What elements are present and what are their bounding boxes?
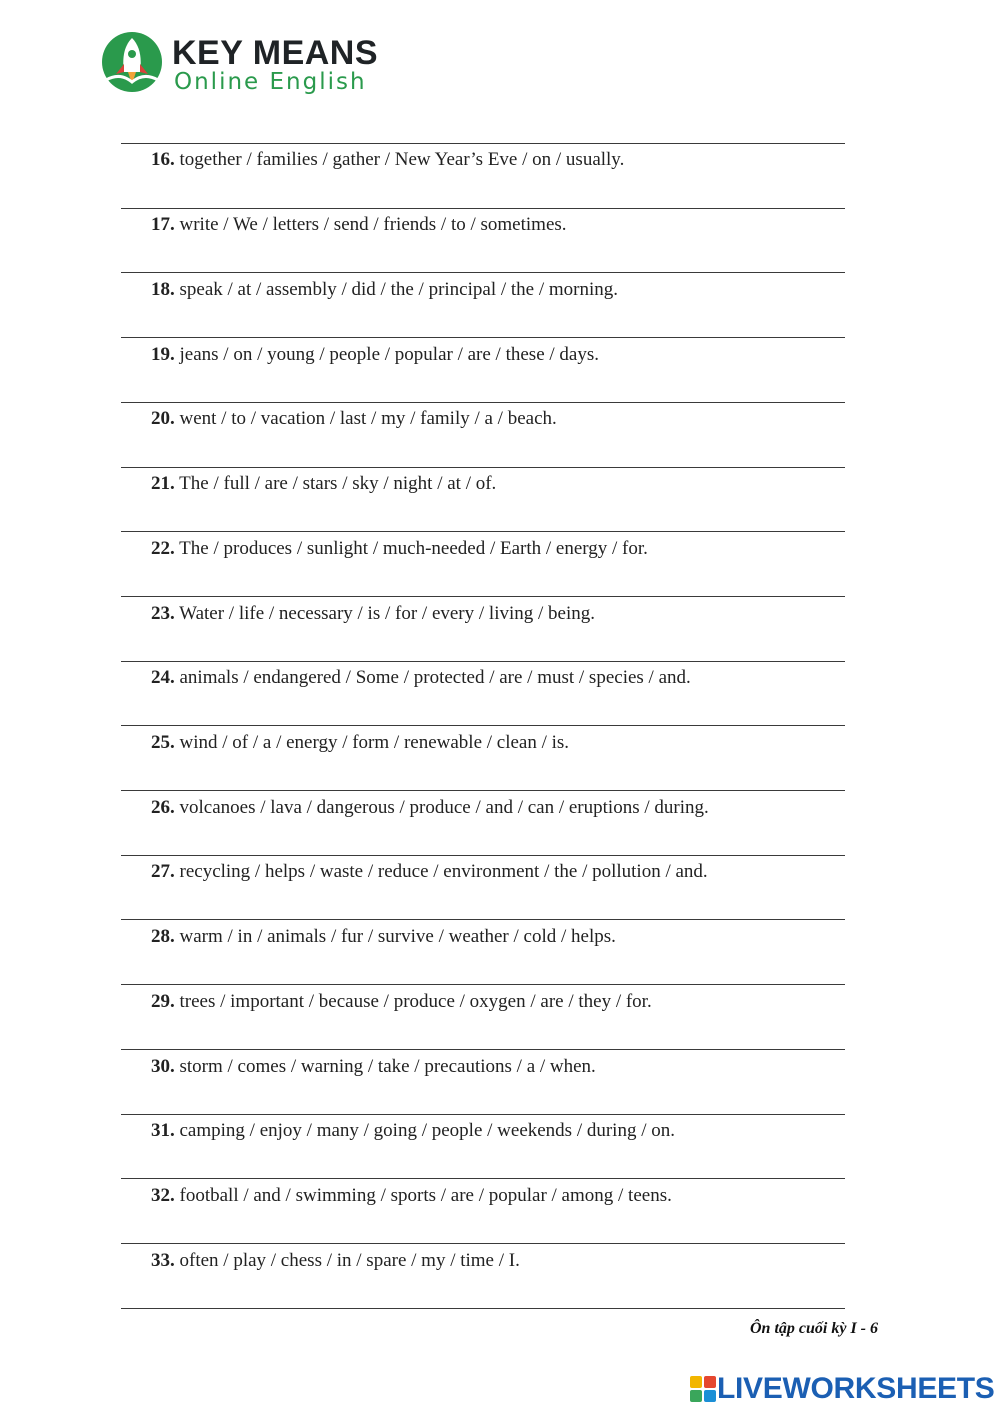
question-number: 27. <box>151 861 175 882</box>
answer-line[interactable] <box>121 1243 845 1244</box>
answer-line[interactable] <box>121 661 845 662</box>
question-item <box>151 1120 675 1142</box>
question-text: camping / enjoy / many / going / people / weekends / during / on. <box>179 1120 675 1141</box>
question-item <box>151 473 496 495</box>
question-text: football / and / swimming / sports / are / popular / among / teens. <box>179 1185 672 1206</box>
question-text: storm / comes / warning / take / precautions / a / when. <box>179 1056 596 1077</box>
answer-line[interactable] <box>121 1049 845 1050</box>
liveworksheets-icon <box>690 1376 716 1402</box>
answer-line[interactable] <box>121 1178 845 1179</box>
question-item <box>151 667 691 689</box>
question-item <box>151 408 557 430</box>
answer-line[interactable] <box>121 531 845 532</box>
answer-line[interactable] <box>121 272 845 273</box>
brand-subtitle: Online English <box>174 69 367 95</box>
question-number: 20. <box>151 408 175 429</box>
answer-line[interactable] <box>121 1308 845 1309</box>
question-item <box>151 538 648 560</box>
rocket-icon <box>100 32 164 92</box>
answer-line[interactable] <box>121 855 845 856</box>
question-item <box>151 861 708 883</box>
question-text: The / full / are / stars / sky / night / at / of. <box>179 473 497 494</box>
question-text: Water / life / necessary / is / for / every / living / being. <box>179 603 595 624</box>
answer-line[interactable] <box>121 467 845 468</box>
answer-line[interactable] <box>121 208 845 209</box>
question-text: write / We / letters / send / friends / to / sometimes. <box>179 214 567 235</box>
question-number: 28. <box>151 926 175 947</box>
question-number: 30. <box>151 1056 175 1077</box>
question-item <box>151 1185 672 1207</box>
question-text: speak / at / assembly / did / the / principal / the / morning. <box>179 279 619 300</box>
watermark-text: LIVEWORKSHEETS <box>717 1372 995 1405</box>
question-item <box>151 603 595 625</box>
question-number: 29. <box>151 991 175 1012</box>
question-text: The / produces / sunlight / much-needed / Earth / energy / for. <box>179 538 648 559</box>
answer-line[interactable] <box>121 402 845 403</box>
question-item <box>151 344 599 366</box>
question-item <box>151 926 616 948</box>
brand-name: KEY MEANS <box>172 34 379 72</box>
question-text: animals / endangered / Some / protected / are / must / species / and. <box>179 667 691 688</box>
question-text: often / play / chess / in / spare / my / time / I. <box>179 1250 520 1271</box>
question-text: trees / important / because / produce / oxygen / are / they / for. <box>179 991 652 1012</box>
question-item <box>151 991 652 1013</box>
answer-line[interactable] <box>121 790 845 791</box>
question-number: 31. <box>151 1120 175 1141</box>
question-text: recycling / helps / waste / reduce / environment / the / pollution / and. <box>179 861 708 882</box>
question-number: 25. <box>151 732 175 753</box>
question-item <box>151 149 624 171</box>
answer-line[interactable] <box>121 725 845 726</box>
question-text: warm / in / animals / fur / survive / weather / cold / helps. <box>179 926 616 947</box>
question-item <box>151 797 709 819</box>
answer-line[interactable] <box>121 596 845 597</box>
question-item <box>151 1250 520 1272</box>
question-number: 16. <box>151 149 175 170</box>
question-text: together / families / gather / New Year’s Eve / on / usually. <box>179 149 625 170</box>
answer-line[interactable] <box>121 919 845 920</box>
question-item <box>151 279 618 301</box>
question-text: went / to / vacation / last / my / family / a / beach. <box>179 408 557 429</box>
question-number: 19. <box>151 344 175 365</box>
question-item <box>151 214 567 236</box>
question-item <box>151 1056 596 1078</box>
answer-line[interactable] <box>121 1114 845 1115</box>
question-text: wind / of / a / energy / form / renewable / clean / is. <box>179 732 570 753</box>
question-number: 23. <box>151 603 175 624</box>
page-footer: Ôn tập cuối kỳ I - 6 <box>750 1320 878 1337</box>
question-number: 22. <box>151 538 175 559</box>
question-item <box>151 732 569 754</box>
question-number: 32. <box>151 1185 175 1206</box>
answer-line[interactable] <box>121 143 845 144</box>
liveworksheets-watermark <box>690 1372 995 1406</box>
question-number: 24. <box>151 667 175 688</box>
question-number: 26. <box>151 797 175 818</box>
brand-logo <box>100 32 400 96</box>
question-number: 21. <box>151 473 175 494</box>
question-number: 18. <box>151 279 175 300</box>
question-number: 33. <box>151 1250 175 1271</box>
question-text: jeans / on / young / people / popular / are / these / days. <box>179 344 599 365</box>
answer-line[interactable] <box>121 984 845 985</box>
question-text: volcanoes / lava / dangerous / produce / and / can / eruptions / during. <box>179 797 709 818</box>
question-number: 17. <box>151 214 175 235</box>
answer-line[interactable] <box>121 337 845 338</box>
